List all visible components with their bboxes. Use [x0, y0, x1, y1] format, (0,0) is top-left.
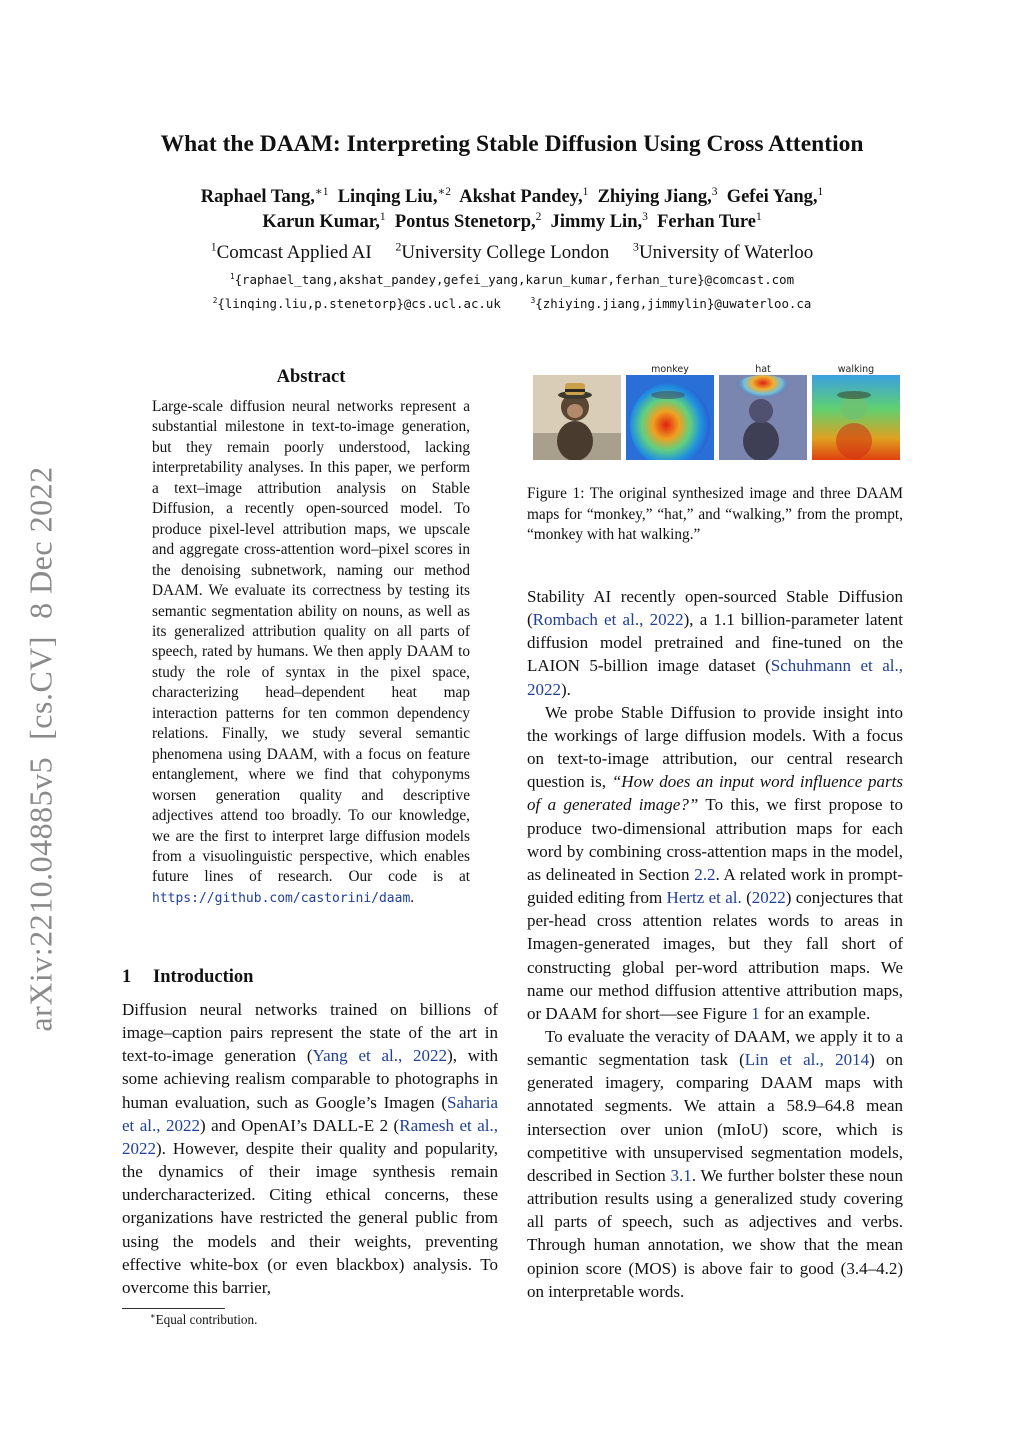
- hat-heatmap: [719, 375, 807, 460]
- panel-label: hat: [755, 364, 771, 375]
- section-ref-link[interactable]: 3.1: [670, 1165, 692, 1185]
- citation-link[interactable]: Ramesh et al., 2022: [122, 1115, 498, 1158]
- citation-link[interactable]: Schuhmann et al., 2022: [527, 656, 903, 699]
- citation-link[interactable]: Rombach et al., 2022: [532, 610, 684, 630]
- original-image: [533, 375, 621, 460]
- panel-label: monkey: [651, 364, 689, 375]
- author-line-2: Karun Kumar,$^1$ Pontus Stenetorp,$^2$ Jimmy Lin,$^3$ Ferhan Ture$^1$: [262, 210, 762, 232]
- figure-ref-link[interactable]: 1: [751, 1003, 760, 1023]
- paragraph: We probe Stable Diffusion to provide insight into the workings of large diffusion models. With a focus on text-to-image attribution, our central research question is, “How does an input word influence parts of a generated image?” To this, we first propose to produce two-dimensional attribution maps for each word by combining cross-attention maps in the model, as delineated in Section 2.2. A related work in prompt-guided editing from Hertz et al. (2022) conjectures that per-head cross attention relates words to areas in Imagen-generated images, but they fall short of constructing global per-word attribution maps. We name our method diffusion attentive attribution maps, or DAAM for short—see Figure 1 for an example.: [527, 702, 904, 1023]
- section-ref-link[interactable]: 2.2: [694, 864, 716, 884]
- figure-caption: Figure 1: The original synthesized image and three DAAM maps for “monkey,” “hat,” and “walking,” from the prompt, “monkey with hat walking.”: [527, 485, 903, 543]
- abstract-heading: Abstract: [276, 367, 346, 387]
- paragraph: Stability AI recently open-sourced Stable Diffusion (Rombach et al., 2022), a 1.1 billion-parameter latent diffusion model pretrained and fine-tuned on the LAION 5-billion image dataset (Schuhmann et al., 2022).: [527, 587, 903, 699]
- paper-title: What the DAAM: Interpreting Stable Diffusion Using Cross Attention: [160, 131, 864, 157]
- affiliations: $^1$Comcast Applied AI $^2$University College London $^3$University of Waterloo: [210, 240, 814, 263]
- intro-paragraph: Diffusion neural networks trained on billions of image–caption pairs represent the state of the art in text-to-image generation (Yang et al., 2022), with some achieving realism comparable to photographs in human evaluation, such as Google’s Imagen (Saharia et al., 2022) and OpenAI’s DALL-E 2 (Ramesh et al., 2022). However, despite their quality and popularity, the dynamics of their image synthesis remain undercharacterized. Citing ethical concerns, these organizations have restricted the general public from using the models and their weights, preventing effective white-box (or even blackbox) analysis. To overcome this barrier,: [122, 1000, 498, 1297]
- paragraph: To evaluate the veracity of DAAM, we apply it to a semantic segmentation task (Lin et al., 2014) on generated imagery, comparing DAAM maps with annotated segments. We attain a 58.9–64.8 mean intersection over union (mIoU) score, which is competitive with unsupervised segmentation models, described in Section 3.1. We further bolster these noun attribution results using a generalized study covering all parts of speech, such as adjectives and verbs. Through human annotation, we show that the mean opinion score (MOS) is above fair to good (3.4–4.2) on interpretable words.: [527, 1026, 904, 1301]
- code-link[interactable]: https://github.com/castorini/daam: [152, 890, 411, 906]
- panel-label: walking: [837, 364, 875, 375]
- abstract-body: Large-scale diffusion neural networks represent a substantial milestone in text-to-image generation, but they remain poorly understood, lacking interpretability analyses. In this paper, we perform a text–image attribution analysis on Stable Diffusion, a recently open-sourced model. To produce pixel-level attribution maps, we upscale and aggregate cross-attention word–pixel scores in the denoising subnetwork, naming our method DAAM. We evaluate its correctness by testing its semantic segmentation ability on nouns, as well as its generalized attribution quality on all parts of speech, rated by humans. We then apply DAAM to study the role of syntax in the pixel space, characterizing head–dependent heat map interaction patterns for ten common dependency relations. Finally, we study several semantic phenomena using DAAM, with a focus on feature entanglement, where we find that cohyponyms worsen generation quality and descriptive adjectives attend too broadly. To our knowledge, we are the first to interpret large diffusion models from a visuolinguistic perspective, which enables future lines of research. Our code is at https://github.com/castorini/daam.: [152, 398, 470, 906]
- citation-link[interactable]: Yang et al., 2022: [312, 1046, 448, 1066]
- arxiv-sidebar: arXiv:2210.04885v5 [cs.CV] 8 Dec 2022: [22, 466, 59, 1032]
- citation-year-link[interactable]: 2022: [751, 888, 786, 908]
- author-line-1: Raphael Tang,$^{∗1}$ Linqing Liu,$^{∗2}$ Akshat Pandey,$^1$ Zhiying Jiang,$^3$ Gefei Yang,$^1$: [200, 185, 824, 207]
- footnote-rule: [122, 1308, 225, 1309]
- monkey-heatmap: [626, 375, 714, 460]
- right-column: [527, 585, 903, 1303]
- email-line-1: $^1${raphael_tang,akshat_pandey,gefei_yang,karun_kumar,ferhan_ture}@comcast.com: [229, 271, 795, 287]
- citation-link[interactable]: Hertz et al.: [666, 888, 742, 908]
- walking-heatmap: [812, 375, 900, 460]
- section-heading: 1 Introduction: [122, 967, 254, 987]
- citation-link[interactable]: Saharia et al., 2022: [122, 1092, 498, 1135]
- email-line-2: $^2${linqing.liu,p.stenetorp}@cs.ucl.ac.uk $^3${zhiying.jiang,jimmylin}@uwaterloo.ca: [212, 295, 812, 311]
- citation-link[interactable]: Lin et al., 2014: [744, 1050, 870, 1070]
- footnote: ∗Equal contribution.: [150, 1311, 258, 1327]
- figure-1: [533, 364, 901, 464]
